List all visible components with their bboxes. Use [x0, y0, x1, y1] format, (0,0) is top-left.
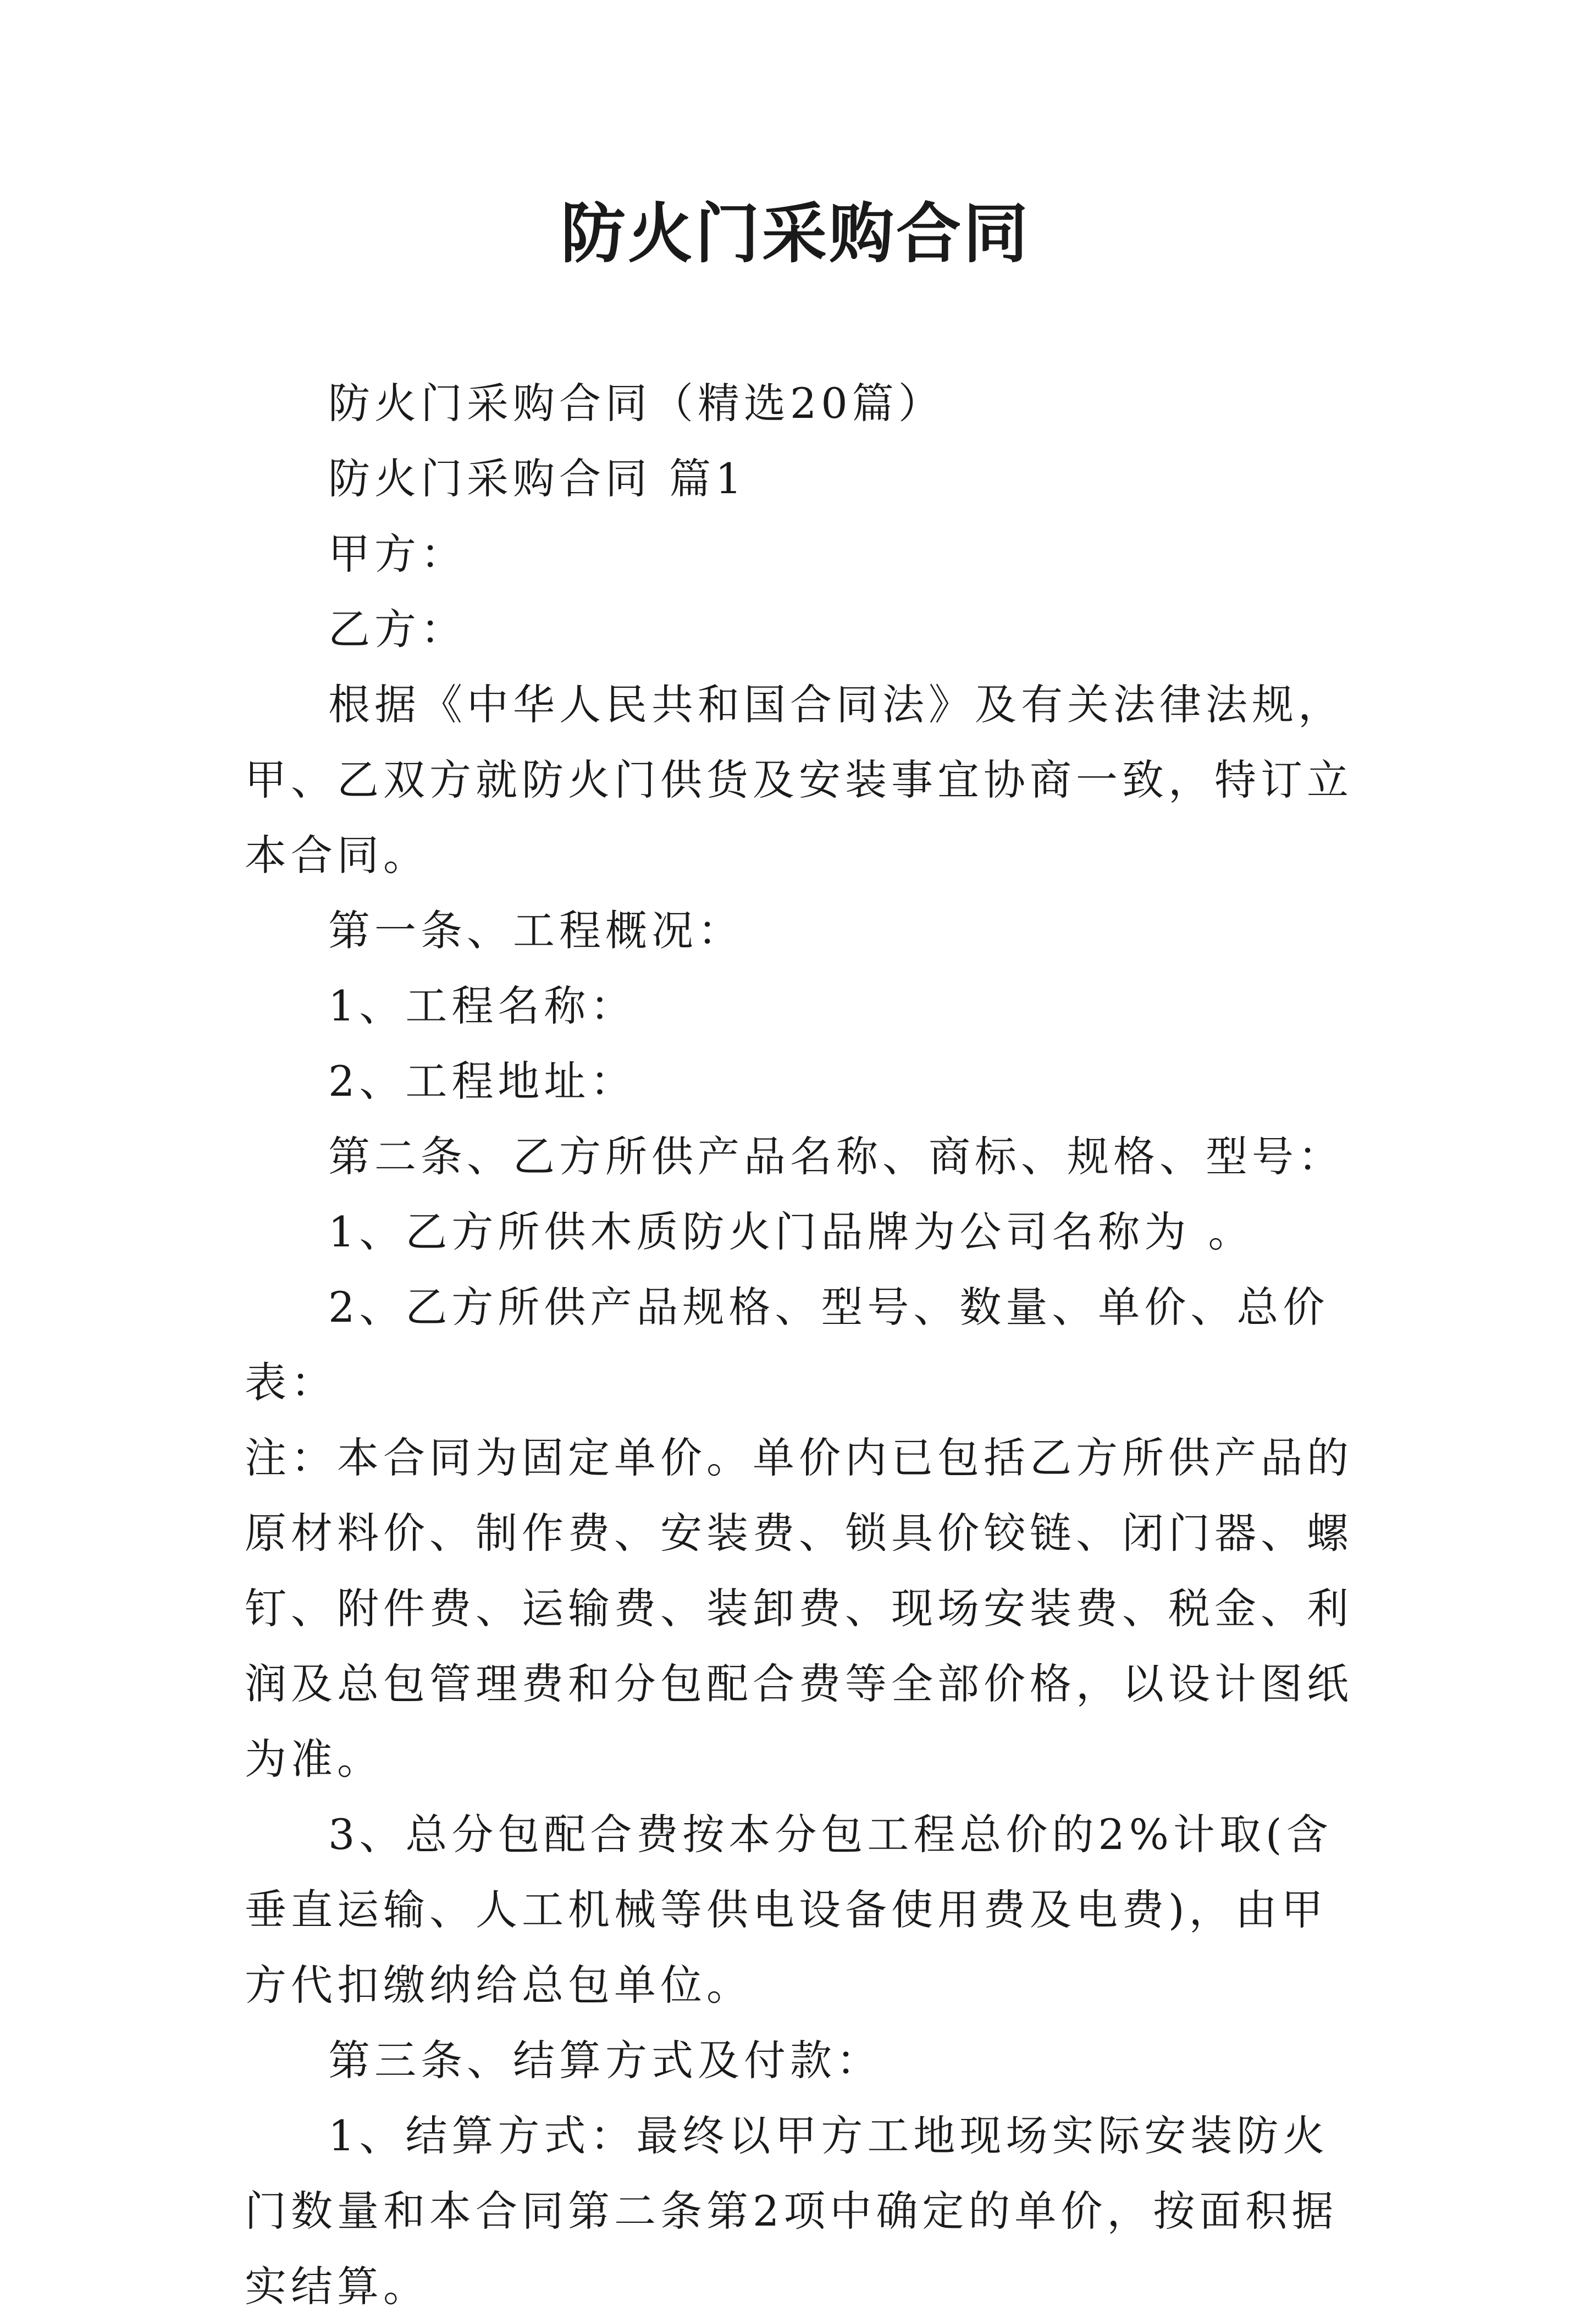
paragraph: 1、结算方式：最终以甲方工地现场实际安装防火门数量和本合同第二条第2项中确定的单价，按面积据实结算。 — [245, 2111, 1338, 2311]
paragraph: 根据《中华人民共和国合同法》及有关法律法规，甲、乙双方就防火门供货及安装事宜协商一致，特订立本合同。 — [245, 680, 1353, 880]
document-body — [245, 366, 1361, 2324]
paragraph: 1、乙方所供木质防火门品牌为公司名称为 。 — [328, 1207, 1255, 1256]
subtitle: 防火门采购合同（精选20篇） — [328, 379, 944, 428]
section-heading: 防火门采购合同 篇1 — [328, 454, 747, 503]
party-b-line: 乙方： — [328, 605, 467, 654]
paragraph: 2、乙方所供产品规格、型号、数量、单价、总价表： — [245, 1283, 1329, 1407]
clause-heading: 第一条、工程概况： — [328, 906, 744, 955]
paragraph: 3、总分包配合费按本分包工程总价的2%计取(含垂直运输、人工机械等供电设备使用费及电费)，由甲方代扣缴纳给总包单位。 — [245, 1810, 1333, 2010]
paragraph: 1、工程名称： — [328, 981, 637, 1030]
party-a-line: 甲方： — [328, 529, 467, 578]
clause-heading: 第三条、结算方式及付款： — [328, 2036, 882, 2085]
page-title: 防火门采购合同 — [560, 195, 1030, 272]
note-paragraph: 注：本合同为固定单价。单价内已包括乙方所供产品的原材料价、制作费、安装费、锁具价铰链、闭门器、螺钉、附件费、运输费、装卸费、现场安装费、税金、利润及总包管理费和分包配合费等全部价格，以设计图纸为准。 — [245, 1433, 1353, 1784]
paragraph: 2、工程地址： — [328, 1057, 637, 1106]
clause-heading: 第二条、乙方所供产品名称、商标、规格、型号： — [328, 1132, 1344, 1181]
